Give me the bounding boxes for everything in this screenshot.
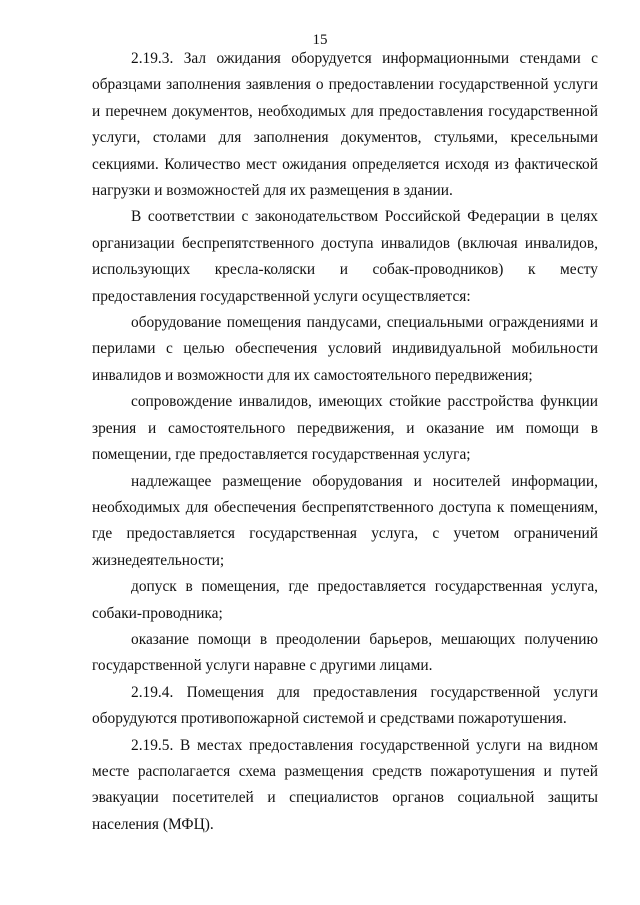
page-number: 15 (312, 32, 328, 48)
paragraph-2-19-3: 2.19.3. Зал ожидания оборудуется информационными стендами с образцами заполнения заявления о предоставлении государственной услуги и перечнем документов, необходимых для предоставления государственной услуги, столами для заполнения документов, стульями, кресельными секциями. Количество мест ожидания определяется исходя из фактической нагрузки и возможностей для их размещения в здании. (92, 50, 598, 200)
paragraph-escort: сопровождение инвалидов, имеющих стойкие расстройства функции зрения и самостоятельного передвижения, и оказание им помощи в помещении, где предоставляется государственная услуга; (92, 393, 598, 464)
paragraph-2-19-4: 2.19.4. Помещения для предоставления государственной услуги оборудуются противопожарной системой и средствами пожаротушения. (92, 683, 598, 728)
paragraph-2-19-5: 2.19.5. В местах предоставления государственной услуги на видном месте располагается схема размещения средств пожаротушения и путей эвакуации посетителей и специалистов органов социальной защиты населения (МФЦ). (92, 736, 598, 833)
paragraph-accessibility-intro: В соответствии с законодательством Российской Федерации в целях организации беспрепятственного доступа инвалидов (включая инвалидов, использующих кресла-коляски и собак-проводников) к месту предоставления государственной услуги осуществляется: (92, 208, 598, 305)
paragraph-guide-dog: допуск в помещения, где предоставляется государственная услуга, собаки-проводника; (92, 578, 598, 622)
body-text (92, 46, 598, 838)
paragraph-ramps: оборудование помещения пандусами, специальными ограждениями и перилами с целью обеспечения условий индивидуальной мобильности инвалидов и возможности для их самостоятельного передвижения; (92, 314, 598, 384)
paragraph-equipment-placement: надлежащее размещение оборудования и носителей информации, необходимых для обеспечения беспрепятственного доступа к помещениям, где предоставляется государственная услуга, с учетом ограничений жизнедеятельности; (92, 472, 598, 569)
paragraph-barriers: оказание помощи в преодолении барьеров, мешающих получению государственной услуги наравне с другими лицами. (92, 630, 598, 675)
